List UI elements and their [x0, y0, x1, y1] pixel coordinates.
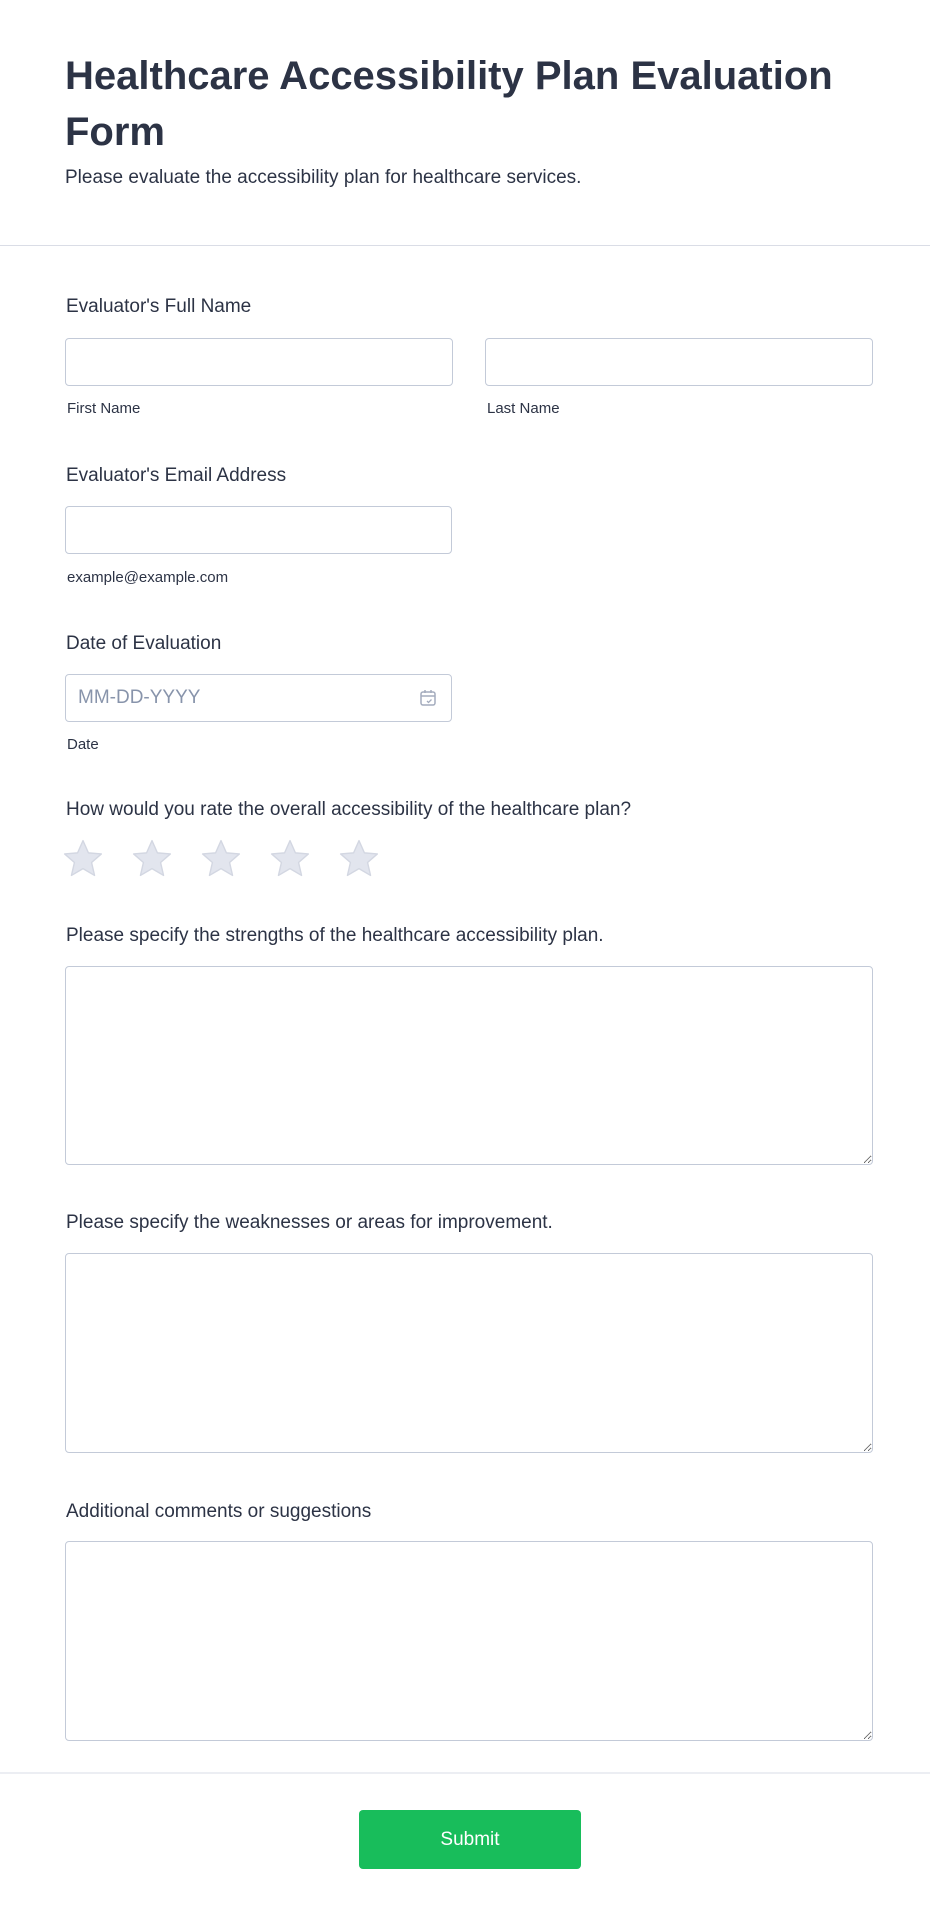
star-rating: [62, 838, 380, 880]
star-icon[interactable]: [338, 838, 380, 880]
rating-label: How would you rate the overall accessibility of the healthcare plan?: [66, 799, 632, 820]
first-name-input[interactable]: [65, 338, 453, 386]
weaknesses-label: Please specify the weaknesses or areas for improvement.: [66, 1212, 553, 1233]
first-name-sublabel: First Name: [67, 400, 141, 417]
email-sublabel: example@example.com: [67, 569, 229, 586]
comments-label: Additional comments or suggestions: [66, 1501, 372, 1522]
comments-textarea[interactable]: [65, 1541, 873, 1741]
last-name-input[interactable]: [485, 338, 873, 386]
star-icon[interactable]: [131, 838, 173, 880]
form-title: Healthcare Accessibility Plan Evaluation Form: [65, 54, 833, 154]
strengths-label: Please specify the strengths of the healthcare accessibility plan.: [66, 925, 604, 946]
last-name-sublabel: Last Name: [487, 400, 560, 417]
email-input[interactable]: [65, 506, 452, 554]
star-icon[interactable]: [200, 838, 242, 880]
star-icon[interactable]: [62, 838, 104, 880]
weaknesses-textarea[interactable]: [65, 1253, 873, 1453]
form-subtitle: Please evaluate the accessibility plan for healthcare services.: [65, 167, 582, 188]
calendar-icon[interactable]: [418, 688, 438, 708]
full-name-label: Evaluator's Full Name: [66, 296, 252, 317]
date-input[interactable]: [65, 674, 452, 722]
footer-divider: [0, 1772, 930, 1774]
date-sublabel: Date: [67, 736, 99, 753]
star-icon[interactable]: [269, 838, 311, 880]
submit-button[interactable]: Submit: [359, 1810, 581, 1869]
header-divider: [0, 245, 930, 246]
date-label: Date of Evaluation: [66, 633, 222, 654]
email-label: Evaluator's Email Address: [66, 465, 287, 486]
strengths-textarea[interactable]: [65, 966, 873, 1165]
